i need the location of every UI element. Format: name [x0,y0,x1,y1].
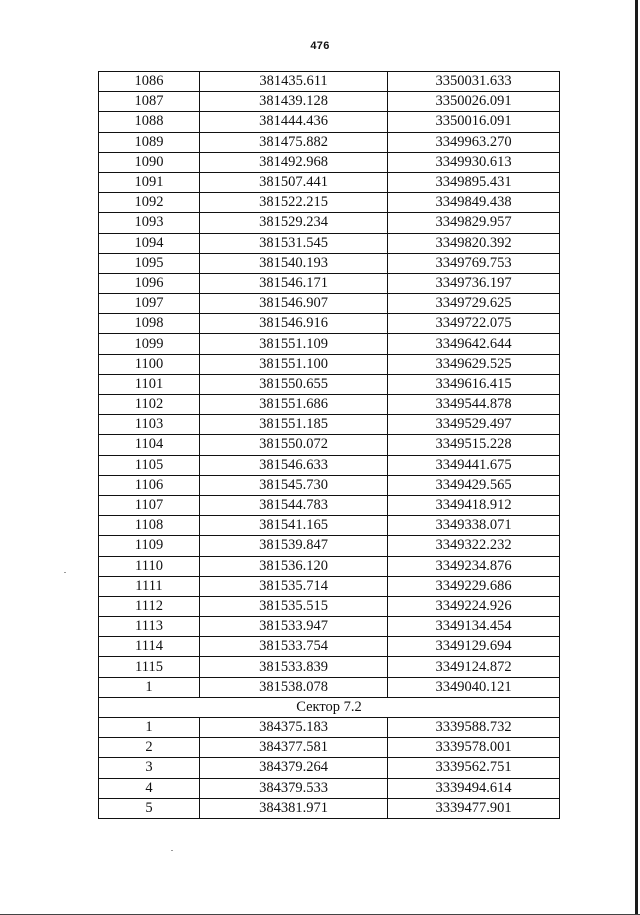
y-coordinate-cell: 3349234.876 [388,556,560,576]
x-coordinate-cell: 381546.633 [200,455,388,475]
x-coordinate-cell: 381507.441 [200,172,388,192]
y-coordinate-cell: 3349820.392 [388,233,560,253]
table-row [99,617,560,637]
x-coordinate-cell: 381546.171 [200,273,388,293]
x-coordinate-cell: 381538.078 [200,677,388,697]
table-row [99,536,560,556]
point-number-cell: 1107 [99,495,200,515]
table-row [99,758,560,778]
y-coordinate-cell: 3349441.675 [388,455,560,475]
table-row [99,596,560,616]
point-number-cell: 1086 [99,72,200,92]
y-coordinate-cell: 3339562.751 [388,758,560,778]
y-coordinate-cell: 3339588.732 [388,718,560,738]
point-number-cell: 1101 [99,374,200,394]
table-row [99,72,560,92]
y-coordinate-cell: 3339578.001 [388,738,560,758]
table-row [99,576,560,596]
table-row [99,273,560,293]
point-number-cell: 1111 [99,576,200,596]
y-coordinate-cell: 3349769.753 [388,253,560,273]
x-coordinate-cell: 381551.100 [200,354,388,374]
table-row [99,455,560,475]
table-row [99,475,560,495]
point-number-cell: 4 [99,778,200,798]
point-number-cell: 3 [99,758,200,778]
point-number-cell: 1112 [99,596,200,616]
y-coordinate-cell: 3349429.565 [388,475,560,495]
x-coordinate-cell: 381531.545 [200,233,388,253]
point-number-cell: 1114 [99,637,200,657]
table-row [99,657,560,677]
x-coordinate-cell: 381535.515 [200,596,388,616]
point-number-cell: 5 [99,798,200,818]
point-number-cell: 1089 [99,132,200,152]
table-row [99,334,560,354]
x-coordinate-cell: 381541.165 [200,516,388,536]
table-row [99,637,560,657]
point-number-cell: 1 [99,677,200,697]
x-coordinate-cell: 381550.655 [200,374,388,394]
point-number-cell: 1096 [99,273,200,293]
page-edge-shadow [635,0,638,915]
y-coordinate-cell: 3349895.431 [388,172,560,192]
point-number-cell: 2 [99,738,200,758]
table-row [99,738,560,758]
table-row [99,92,560,112]
point-number-cell: 1 [99,718,200,738]
point-number-cell: 1087 [99,92,200,112]
point-number-cell: 1095 [99,253,200,273]
page-number: 476 [310,40,330,52]
y-coordinate-cell: 3349629.525 [388,354,560,374]
table-row [99,253,560,273]
y-coordinate-cell: 3349322.232 [388,536,560,556]
y-coordinate-cell: 3349829.957 [388,213,560,233]
point-number-cell: 1098 [99,314,200,334]
y-coordinate-cell: 3349849.438 [388,193,560,213]
x-coordinate-cell: 381551.686 [200,395,388,415]
y-coordinate-cell: 3349930.613 [388,152,560,172]
coordinates-table-body [99,72,560,819]
x-coordinate-cell: 384379.264 [200,758,388,778]
table-row [99,395,560,415]
scan-speck [64,572,66,573]
table-row [99,314,560,334]
table-row [99,152,560,172]
y-coordinate-cell: 3349616.415 [388,374,560,394]
y-coordinate-cell: 3349040.121 [388,677,560,697]
sector-heading-row [99,697,560,717]
table-row [99,233,560,253]
point-number-cell: 1106 [99,475,200,495]
point-number-cell: 1115 [99,657,200,677]
point-number-cell: 1097 [99,294,200,314]
point-number-cell: 1090 [99,152,200,172]
point-number-cell: 1091 [99,172,200,192]
y-coordinate-cell: 3349729.625 [388,294,560,314]
table-row [99,798,560,818]
table-row [99,415,560,435]
coordinates-table [98,71,560,819]
x-coordinate-cell: 384379.533 [200,778,388,798]
x-coordinate-cell: 381536.120 [200,556,388,576]
table-row [99,374,560,394]
point-number-cell: 1099 [99,334,200,354]
y-coordinate-cell: 3349515.228 [388,435,560,455]
y-coordinate-cell: 3339494.614 [388,778,560,798]
point-number-cell: 1103 [99,415,200,435]
point-number-cell: 1105 [99,455,200,475]
table-row [99,495,560,515]
sector-heading: Сектор 7.2 [99,697,560,717]
x-coordinate-cell: 381444.436 [200,112,388,132]
y-coordinate-cell: 3349736.197 [388,273,560,293]
table-row [99,193,560,213]
x-coordinate-cell: 384381.971 [200,798,388,818]
x-coordinate-cell: 381546.916 [200,314,388,334]
y-coordinate-cell: 3349224.926 [388,596,560,616]
x-coordinate-cell: 384377.581 [200,738,388,758]
x-coordinate-cell: 381539.847 [200,536,388,556]
table-row [99,718,560,738]
point-number-cell: 1094 [99,233,200,253]
table-row [99,778,560,798]
x-coordinate-cell: 381439.128 [200,92,388,112]
x-coordinate-cell: 381540.193 [200,253,388,273]
x-coordinate-cell: 381529.234 [200,213,388,233]
y-coordinate-cell: 3350026.091 [388,92,560,112]
x-coordinate-cell: 381535.714 [200,576,388,596]
table-row [99,516,560,536]
point-number-cell: 1109 [99,536,200,556]
point-number-cell: 1102 [99,395,200,415]
table-row [99,556,560,576]
x-coordinate-cell: 381533.839 [200,657,388,677]
x-coordinate-cell: 381545.730 [200,475,388,495]
y-coordinate-cell: 3349134.454 [388,617,560,637]
y-coordinate-cell: 3349338.071 [388,516,560,536]
point-number-cell: 1093 [99,213,200,233]
x-coordinate-cell: 381522.215 [200,193,388,213]
y-coordinate-cell: 3339477.901 [388,798,560,818]
y-coordinate-cell: 3349544.878 [388,395,560,415]
point-number-cell: 1100 [99,354,200,374]
x-coordinate-cell: 381546.907 [200,294,388,314]
x-coordinate-cell: 381551.109 [200,334,388,354]
x-coordinate-cell: 381533.947 [200,617,388,637]
point-number-cell: 1113 [99,617,200,637]
y-coordinate-cell: 3349963.270 [388,132,560,152]
point-number-cell: 1104 [99,435,200,455]
point-number-cell: 1110 [99,556,200,576]
point-number-cell: 1092 [99,193,200,213]
x-coordinate-cell: 381551.185 [200,415,388,435]
x-coordinate-cell: 381544.783 [200,495,388,515]
y-coordinate-cell: 3349529.497 [388,415,560,435]
x-coordinate-cell: 384375.183 [200,718,388,738]
y-coordinate-cell: 3349129.694 [388,637,560,657]
x-coordinate-cell: 381492.968 [200,152,388,172]
y-coordinate-cell: 3349722.075 [388,314,560,334]
y-coordinate-cell: 3349229.686 [388,576,560,596]
x-coordinate-cell: 381550.072 [200,435,388,455]
table-row [99,294,560,314]
table-row [99,112,560,132]
table-row [99,132,560,152]
x-coordinate-cell: 381435.611 [200,72,388,92]
table-row [99,172,560,192]
table-row [99,435,560,455]
table-row [99,213,560,233]
y-coordinate-cell: 3349124.872 [388,657,560,677]
y-coordinate-cell: 3350016.091 [388,112,560,132]
y-coordinate-cell: 3350031.633 [388,72,560,92]
y-coordinate-cell: 3349418.912 [388,495,560,515]
table-row [99,354,560,374]
x-coordinate-cell: 381475.882 [200,132,388,152]
x-coordinate-cell: 381533.754 [200,637,388,657]
point-number-cell: 1108 [99,516,200,536]
point-number-cell: 1088 [99,112,200,132]
y-coordinate-cell: 3349642.644 [388,334,560,354]
scan-speck [171,850,173,851]
table-row [99,677,560,697]
